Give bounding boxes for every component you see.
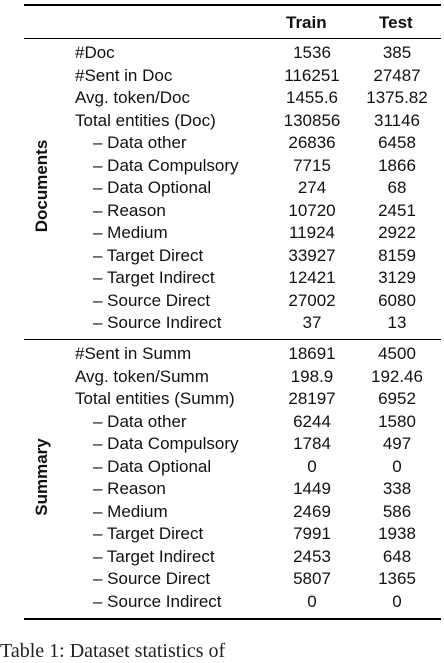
table-row — [24, 501, 441, 524]
table-row — [24, 177, 441, 200]
train-value: 26836 — [288, 133, 336, 152]
test-value: 8159 — [378, 245, 416, 265]
train-value: 27002 — [288, 290, 336, 310]
row-label: – Source Direct — [93, 569, 211, 588]
table-row — [24, 411, 441, 434]
test-value: 6080 — [378, 290, 416, 310]
train-value: 1784 — [293, 434, 331, 453]
row-label: – Medium — [93, 223, 168, 242]
test-value: 497 — [382, 434, 412, 453]
test-value: 192.46 — [371, 366, 423, 386]
header-test: Test — [379, 13, 413, 32]
test-value: 13 — [387, 313, 407, 332]
row-label: – Medium — [93, 501, 168, 521]
train-value: 2469 — [293, 501, 331, 521]
table-row — [24, 87, 441, 110]
train-value: 6244 — [293, 411, 331, 431]
test-value: 4500 — [378, 344, 416, 363]
train-value: 10720 — [288, 200, 336, 220]
train-value: 11924 — [288, 223, 335, 242]
header-rule — [24, 38, 441, 39]
test-value: 648 — [382, 546, 412, 566]
row-label: #Sent in Doc — [75, 65, 173, 85]
bottom-rule — [24, 618, 441, 620]
test-value: 1866 — [378, 155, 416, 175]
test-value: 68 — [387, 178, 407, 197]
summary-section — [24, 343, 441, 615]
row-label: – Source Direct — [93, 290, 211, 310]
test-value: 1580 — [378, 411, 416, 431]
section-rule — [24, 339, 441, 340]
table-row — [24, 366, 441, 389]
table-row — [24, 388, 441, 411]
train-value: 1455.6 — [286, 88, 338, 107]
train-value: 1449 — [293, 479, 331, 498]
top-rule — [24, 4, 441, 6]
row-label: – Reason — [93, 479, 166, 498]
train-value: 0 — [307, 591, 317, 611]
test-value: 1375.82 — [366, 88, 428, 107]
row-label: – Reason — [93, 200, 166, 220]
table-row — [24, 343, 441, 366]
test-value: 3129 — [378, 268, 416, 287]
summary-label: Summary — [32, 438, 51, 516]
row-label: – Data other — [93, 411, 187, 431]
train-value: 116251 — [284, 65, 340, 85]
row-label: – Data Compulsory — [93, 155, 239, 175]
table-row — [24, 222, 441, 245]
test-value: 1365 — [378, 569, 416, 588]
table-row — [24, 523, 441, 546]
test-value: 1938 — [378, 524, 416, 543]
row-label: – Target Direct — [93, 245, 204, 265]
row-label: – Data Optional — [93, 456, 212, 476]
table-row — [24, 433, 441, 456]
row-label: #Doc — [75, 43, 115, 62]
row-label: #Sent in Summ — [75, 344, 192, 363]
table-row — [24, 290, 441, 313]
test-value: 586 — [382, 501, 412, 521]
table-caption: Table 1: Dataset statistics of — [0, 640, 226, 662]
table-row — [24, 478, 441, 501]
test-value: 385 — [382, 43, 412, 62]
row-label: – Data Compulsory — [93, 434, 239, 453]
test-value: 2922 — [378, 223, 416, 242]
train-value: 130856 — [283, 110, 341, 130]
train-value: 2453 — [293, 546, 331, 566]
table-row — [24, 42, 441, 65]
test-value: 0 — [392, 591, 402, 611]
row-label: – Target Indirect — [93, 546, 215, 566]
test-value: 0 — [392, 456, 402, 476]
train-value: 28197 — [288, 389, 336, 408]
train-value: 12421 — [288, 268, 336, 287]
table-row — [24, 568, 441, 591]
train-value: 37 — [302, 313, 322, 332]
train-value: 274 — [297, 178, 327, 197]
row-label: – Target Indirect — [93, 268, 215, 287]
table-row — [24, 132, 441, 155]
header-train: Train — [286, 13, 327, 32]
table-row — [24, 591, 441, 614]
train-value: 1536 — [293, 43, 331, 62]
row-label: – Data other — [93, 133, 187, 152]
table-row — [24, 200, 441, 223]
row-label: – Data Optional — [93, 178, 212, 197]
row-label: Avg. token/Doc — [75, 88, 190, 107]
table-row — [24, 65, 441, 88]
row-label: – Source Indirect — [93, 313, 222, 332]
table-row — [24, 245, 441, 268]
test-value: 6952 — [378, 389, 416, 408]
row-label: Avg. token/Summ — [75, 366, 209, 386]
train-value: 198.9 — [290, 366, 334, 386]
train-value: 7991 — [293, 524, 331, 543]
test-value: 27487 — [373, 65, 421, 85]
table-row — [24, 267, 441, 290]
train-value: 33927 — [288, 245, 336, 265]
table-row — [24, 546, 441, 569]
table-row — [24, 155, 441, 178]
test-value: 6458 — [378, 133, 416, 152]
documents-section — [24, 42, 441, 335]
test-value: 338 — [382, 479, 412, 498]
table-row — [24, 110, 441, 133]
row-label: – Source Indirect — [93, 591, 222, 611]
row-label: Total entities (Summ) — [75, 389, 235, 408]
train-value: 5807 — [293, 569, 331, 588]
test-value: 31146 — [373, 110, 420, 130]
train-value: 0 — [307, 456, 317, 476]
table-row — [24, 312, 441, 335]
test-value: 2451 — [378, 200, 416, 220]
row-label: – Target Direct — [93, 524, 204, 543]
train-value: 7715 — [293, 155, 331, 175]
documents-label: Documents — [32, 139, 51, 233]
table-row — [24, 456, 441, 479]
row-label: Total entities (Doc) — [75, 110, 216, 130]
train-value: 18691 — [288, 344, 336, 363]
